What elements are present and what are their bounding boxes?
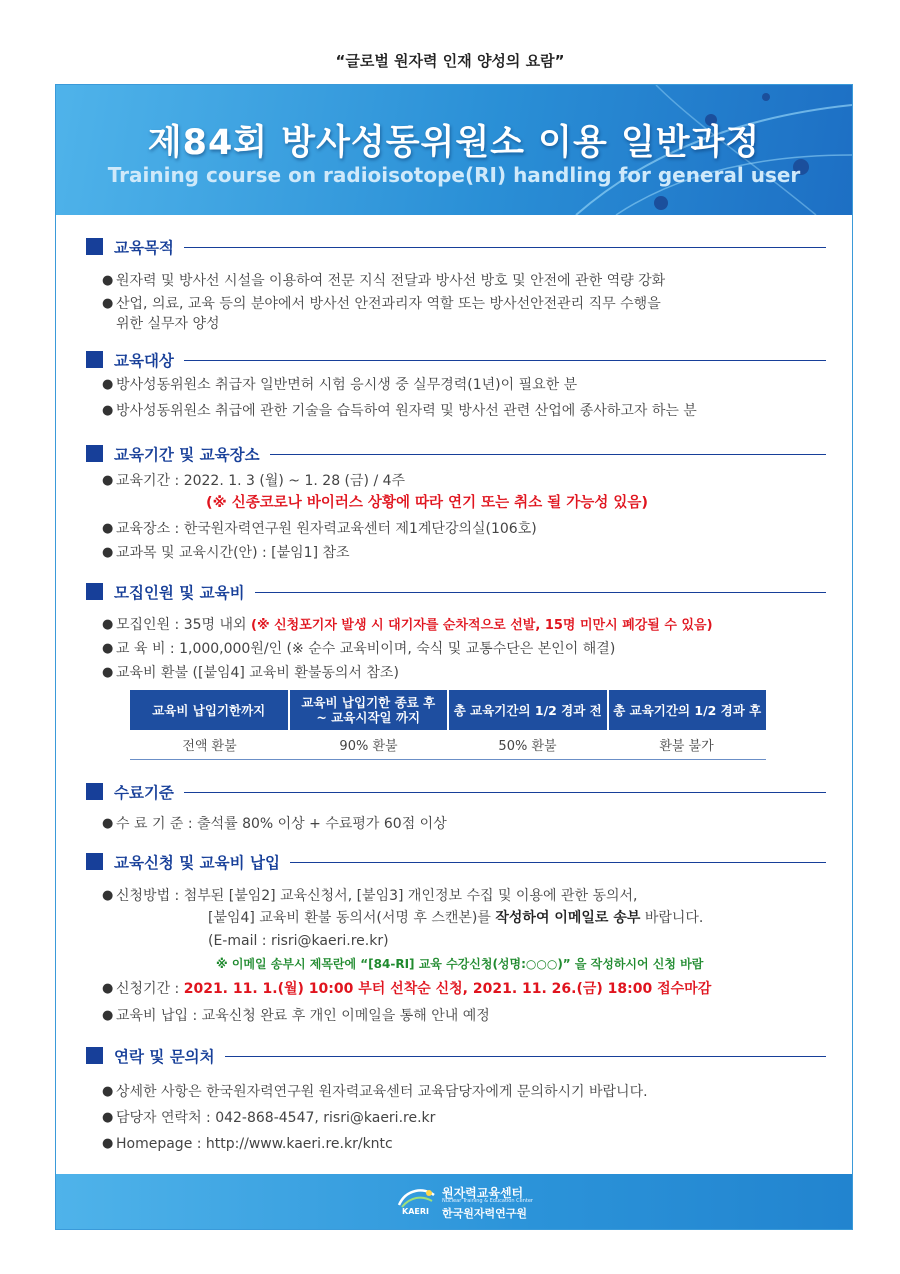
list-item-continuation: 위한 실무자 양성 [116, 316, 220, 332]
section-rule [114, 247, 826, 248]
list-item: ● 모집인원 : 35명 내외 (※ 신청포기자 발생 시 대기자를 순차적으로 선발, 15명 미만시 폐강될 수 있음) [102, 617, 713, 633]
section-schedule [86, 442, 826, 464]
covid-notice: (※ 신종코로나 바이러스 상황에 따라 연기 또는 취소 될 가능성 있음) [206, 495, 649, 511]
square-bullet-icon [86, 238, 103, 255]
section-heading: 교육기간 및 교육장소 [114, 443, 270, 465]
list-item: ● 교육비 납입 : 교육신청 완료 후 개인 이메일을 통해 안내 예정 [102, 1008, 490, 1024]
square-bullet-icon [86, 583, 103, 600]
bullet-icon: ● [102, 377, 114, 392]
application-period: 2021. 11. 1.(월) 10:00 부터 선착순 신청, 2021. 11. 26.(금) 18:00 접수마감 [183, 981, 712, 997]
bullet-icon: ● [102, 1008, 114, 1023]
list-item-continuation: [붙임4] 교육비 환불 동의서(서명 후 스캔본)를 작성하여 이메일로 송부 바랍니다. [208, 910, 704, 926]
email-address: (E-mail : risri@kaeri.re.kr) [208, 933, 389, 949]
refund-header-cell: 총 교육기간의 1/2 경과 전 [449, 690, 607, 730]
section-heading: 교육신청 및 교육비 납입 [114, 851, 290, 873]
list-item: ● 교과목 및 교육시간(안) : [붙임1] 참조 [102, 545, 350, 561]
title-banner [56, 85, 852, 215]
bullet-icon: ● [102, 403, 114, 418]
refund-table-header [130, 690, 766, 730]
section-heading: 교육대상 [114, 349, 184, 371]
poster-frame [55, 84, 853, 1230]
list-item: ● 원자력 및 방사선 시설을 이용하여 전문 지식 전달과 방사선 방호 및 안전에 관한 역량 강화 [102, 273, 666, 289]
kaeri-logo [396, 1183, 536, 1223]
capacity-notice: (※ 신청포기자 발생 시 대기자를 순차적으로 선발, 15명 미만시 폐강될 수 있음) [251, 618, 713, 633]
bullet-icon: ● [102, 888, 114, 903]
refund-header-cell: 총 교육기간의 1/2 경과 후 [609, 690, 767, 730]
logo-abbreviation: KAERI [402, 1207, 429, 1216]
bullet-icon: ● [102, 1136, 114, 1151]
section-contact [86, 1044, 826, 1066]
bullet-icon: ● [102, 296, 114, 311]
email-subject-notice: ※ 이메일 송부시 제목란에 “[84-RI] 교육 수강신청(성명:○○○)” 을 작성하시어 신청 바람 [216, 957, 704, 971]
section-purpose [86, 235, 826, 257]
square-bullet-icon [86, 351, 103, 368]
list-item: ● 교육비 환불 ([붙임4] 교육비 환불동의서 참조) [102, 665, 399, 681]
refund-value-cell: 90% 환불 [339, 739, 398, 754]
list-item: ● 신청기간 : 2021. 11. 1.(월) 10:00 부터 선착순 신청, 2021. 11. 26.(금) 18:00 접수마감 [102, 981, 712, 997]
bullet-icon: ● [102, 521, 114, 536]
section-heading: 교육목적 [114, 236, 184, 258]
table-row [130, 730, 766, 760]
refund-table [130, 690, 766, 760]
refund-header-cell: 교육비 납입기한까지 [130, 690, 288, 730]
bullet-icon: ● [102, 641, 114, 656]
list-item: ● 수 료 기 준 : 출석률 80% 이상 + 수료평가 60점 이상 [102, 816, 447, 832]
bullet-icon: ● [102, 545, 114, 560]
list-item: ● 담당자 연락처 : 042-868-4547, risri@kaeri.re.kr [102, 1110, 436, 1126]
bullet-icon: ● [102, 473, 114, 488]
footer-bar [56, 1174, 852, 1229]
square-bullet-icon [86, 1047, 103, 1064]
section-rule [114, 360, 826, 361]
list-item: ● 방사성동위원소 취급자 일반면허 시험 응시생 중 실무경력(1년)이 필요한 분 [102, 377, 578, 393]
kaeri-logo-icon [396, 1185, 436, 1209]
section-target [86, 348, 826, 370]
list-item: ● 산업, 의료, 교육 등의 분야에서 방사선 안전과리자 역할 또는 방사선안전관리 직무 수행을 [102, 296, 661, 312]
refund-header-cell: 교육비 납입기한 종료 후 ~ 교육시작일 까지 [290, 690, 448, 730]
square-bullet-icon [86, 783, 103, 800]
section-apply [86, 850, 826, 872]
course-title: 제84회 방사성동위원소 이용 일반과정 [147, 123, 761, 163]
course-subtitle: Training course on radioisotope(RI) handling for general user [107, 163, 801, 187]
bullet-icon: ● [102, 981, 114, 996]
refund-value-cell: 50% 환불 [498, 739, 557, 754]
list-item: ● 방사성동위원소 취급에 관한 기술을 습득하여 원자력 및 방사선 관련 산업에 종사하고자 하는 분 [102, 403, 697, 419]
list-item: ● 교육기간 : 2022. 1. 3 (월) ~ 1. 28 (금) / 4주 [102, 473, 406, 489]
section-recruit [86, 580, 826, 602]
bullet-icon: ● [102, 665, 114, 680]
bullet-icon: ● [102, 1084, 114, 1099]
refund-value-cell: 환불 불가 [659, 739, 714, 754]
list-item: ● Homepage : http://www.kaeri.re.kr/kntc [102, 1136, 393, 1152]
square-bullet-icon [86, 853, 103, 870]
bullet-icon: ● [102, 1110, 114, 1125]
section-rule [114, 792, 826, 793]
logo-org-name: 한국원자력연구원 [442, 1207, 528, 1220]
list-item: ● 교 육 비 : 1,000,000원/인 (※ 순수 교육비이며, 숙식 및 교통수단은 본인이 해결) [102, 641, 616, 657]
logo-center-english: Nuclear Training & Education Center [442, 1198, 533, 1204]
section-heading: 모집인원 및 교육비 [114, 581, 255, 603]
list-item: ● 상세한 사항은 한국원자력연구원 원자력교육센터 교육담당자에게 문의하시기 바랍니다. [102, 1084, 648, 1100]
bullet-icon: ● [102, 617, 114, 632]
list-item: ● 교육장소 : 한국원자력연구원 원자력교육센터 제1계단강의실(106호) [102, 521, 537, 537]
refund-value-cell: 전액 환불 [182, 739, 237, 754]
logo-center-name: 원자력교육센터 [442, 1186, 524, 1200]
section-completion [86, 780, 826, 802]
bullet-icon: ● [102, 273, 114, 288]
section-heading: 수료기준 [114, 781, 184, 803]
section-heading: 연락 및 문의처 [114, 1045, 225, 1067]
square-bullet-icon [86, 445, 103, 462]
bullet-icon: ● [102, 816, 114, 831]
slogan: “글로벌 원자력 인재 양성의 요람” [335, 52, 565, 70]
list-item: ● 신청방법 : 첨부된 [붙임2] 교육신청서, [붙임3] 개인정보 수집 및 이용에 관한 동의서, [102, 888, 638, 904]
